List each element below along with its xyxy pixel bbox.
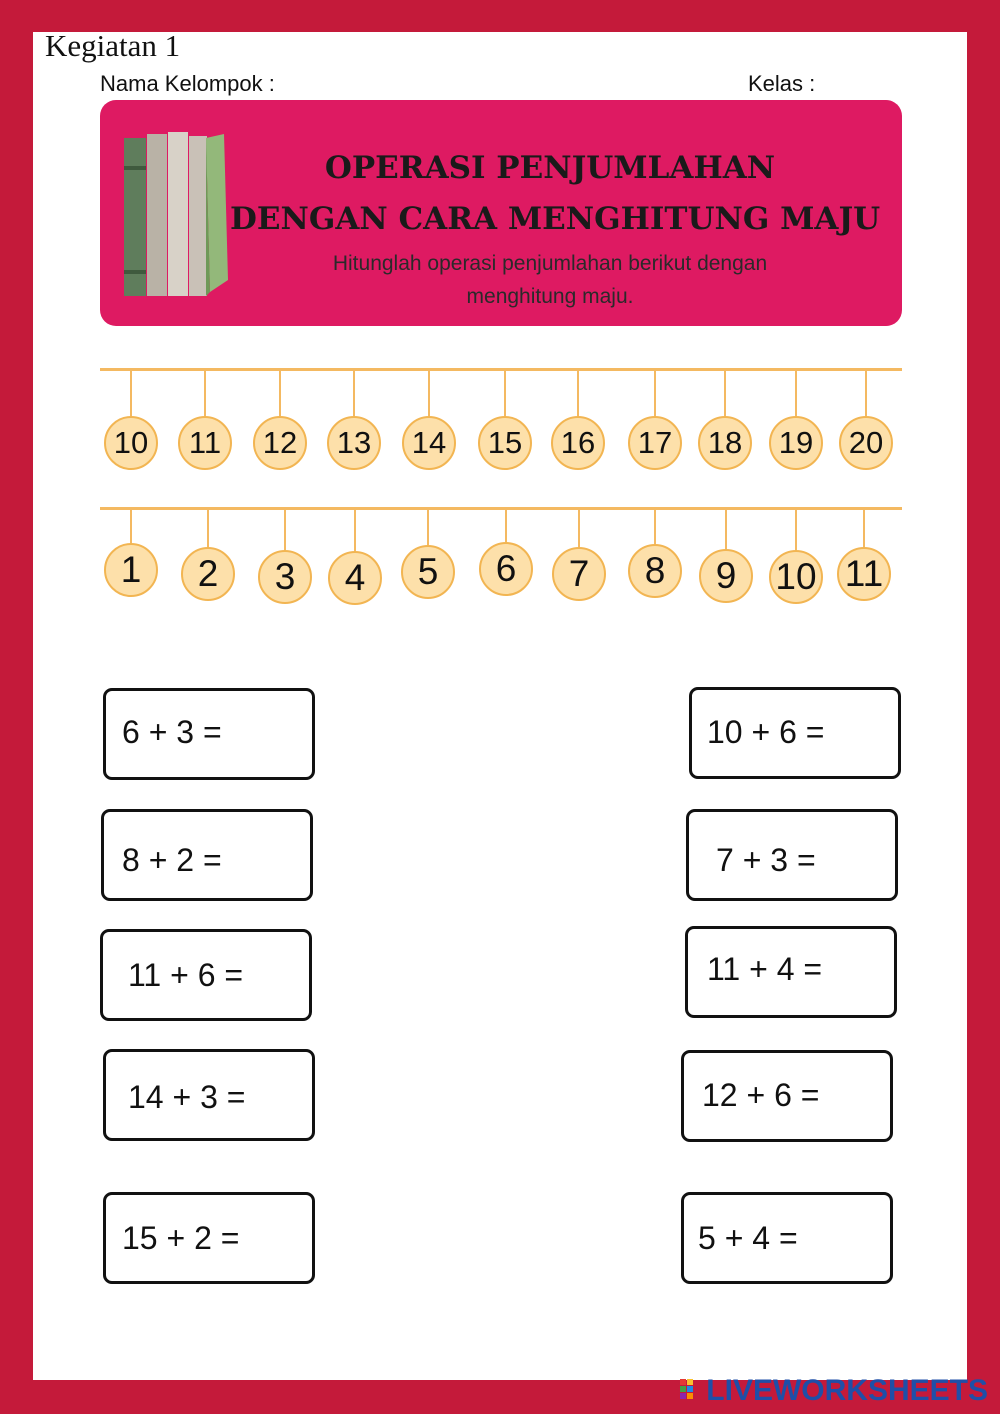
bead-string: [577, 370, 579, 416]
number-bead: 15: [478, 416, 532, 470]
number-bead: 2: [181, 547, 235, 601]
number-bead: 17: [628, 416, 682, 470]
bead-string: [428, 370, 430, 416]
addition-question: 7 + 3 =: [716, 842, 816, 878]
number-bead: 8: [628, 544, 682, 598]
bead-string: [427, 509, 429, 545]
bead-string: [724, 370, 726, 416]
bead-string: [863, 509, 865, 547]
banner-title-line2: DENGAN CARA MENGHITUNG MAJU: [230, 201, 881, 237]
books-icon: [120, 130, 230, 300]
number-line-top-rail: [100, 368, 902, 371]
banner-instruction-line2: menghitung maju.: [466, 285, 634, 308]
addition-question: 5 + 4 =: [698, 1220, 798, 1256]
group-name-label: Nama Kelompok :: [100, 71, 275, 96]
number-bead: 14: [402, 416, 456, 470]
addition-question: 14 + 3 =: [128, 1079, 246, 1115]
addition-question: 8 + 2 =: [122, 842, 222, 878]
number-bead: 12: [253, 416, 307, 470]
bead-string: [505, 509, 507, 542]
number-bead: 20: [839, 416, 893, 470]
addition-question: 15 + 2 =: [122, 1220, 240, 1256]
number-bead: 13: [327, 416, 381, 470]
activity-title: Kegiatan 1: [45, 28, 181, 63]
bead-string: [130, 509, 132, 543]
bead-string: [130, 370, 132, 416]
bead-string: [284, 509, 286, 550]
number-bead: 6: [479, 542, 533, 596]
title-banner: [100, 100, 902, 326]
bead-string: [354, 509, 356, 551]
addition-question: 11 + 6 =: [128, 957, 244, 993]
addition-question: 10 + 6 =: [707, 714, 825, 750]
number-line-bottom-rail: [100, 507, 902, 510]
number-bead: 16: [551, 416, 605, 470]
number-bead: 5: [401, 545, 455, 599]
class-label: Kelas :: [748, 71, 816, 96]
bead-string: [504, 370, 506, 416]
addition-question: 12 + 6 =: [702, 1077, 820, 1113]
bead-string: [204, 370, 206, 416]
bead-string: [865, 370, 867, 416]
bead-string: [654, 509, 656, 544]
number-bead: 1: [104, 543, 158, 597]
number-bead: 10: [769, 550, 823, 604]
bead-string: [795, 370, 797, 416]
liveworksheets-brand: LIVEWORKSHEETS: [706, 1374, 988, 1407]
number-bead: 19: [769, 416, 823, 470]
number-bead: 10: [104, 416, 158, 470]
bead-string: [578, 509, 580, 547]
liveworksheets-logo: [680, 1374, 988, 1408]
number-bead: 4: [328, 551, 382, 605]
bead-string: [725, 509, 727, 549]
liveworksheets-mark-icon: [680, 1379, 702, 1403]
bead-string: [279, 370, 281, 416]
bead-string: [654, 370, 656, 416]
number-bead: 18: [698, 416, 752, 470]
number-bead: 11: [837, 547, 891, 601]
number-bead: 7: [552, 547, 606, 601]
banner-instruction-line1: Hitunglah operasi penjumlahan berikut dengan: [332, 252, 768, 275]
addition-question: 6 + 3 =: [122, 714, 222, 750]
bead-string: [795, 509, 797, 550]
addition-question: 11 + 4 =: [707, 951, 823, 987]
number-bead: 11: [178, 416, 232, 470]
bead-string: [353, 370, 355, 416]
number-bead: 3: [258, 550, 312, 604]
number-bead: 9: [699, 549, 753, 603]
bead-string: [207, 509, 209, 547]
banner-title-line1: OPERASI PENJUMLAHAN: [324, 150, 776, 186]
